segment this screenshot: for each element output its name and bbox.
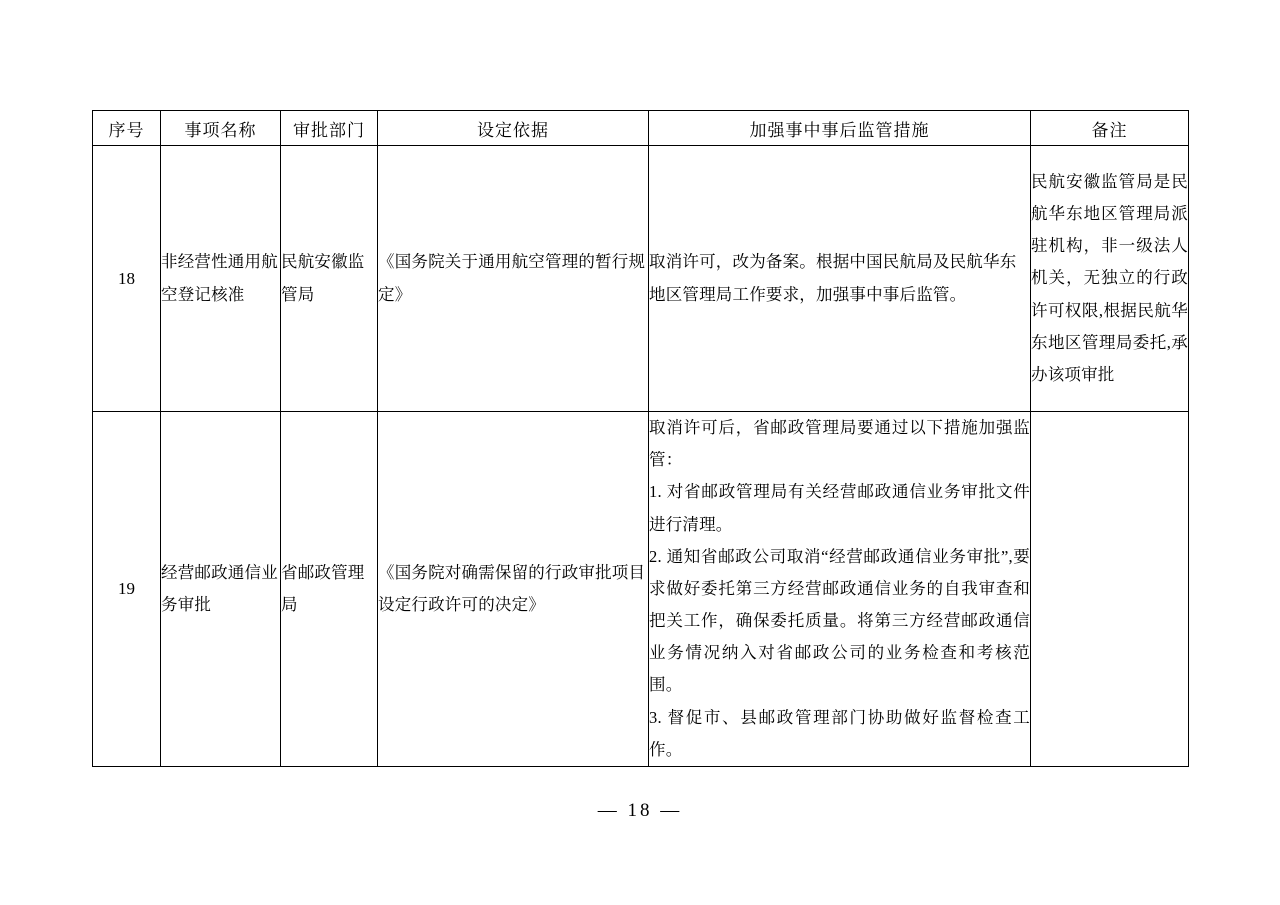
measure-paragraph: 3. 督促市、县邮政管理部门协助做好监督检查工作。 xyxy=(649,707,1030,759)
row-approval-department: 省邮政管理局 xyxy=(281,412,378,767)
table-row xyxy=(93,412,1189,767)
row-remark xyxy=(1031,412,1189,767)
approval-items-table xyxy=(92,110,1189,767)
page-number: — 18 — xyxy=(597,800,683,821)
row-approval-department: 民航安徽监管局 xyxy=(281,146,378,412)
row-basis: 《国务院关于通用航空管理的暂行规定》 xyxy=(378,146,649,412)
header-remark: 备注 xyxy=(1031,111,1189,146)
row-serial-number: 19 xyxy=(93,412,161,767)
row-basis: 《国务院对确需保留的行政审批项目设定行政许可的决定》 xyxy=(378,412,649,767)
table-row xyxy=(93,146,1189,412)
header-item-name: 事项名称 xyxy=(161,111,281,146)
measure-paragraph: 取消许可后，省邮政管理局要通过以下措施加强监管： xyxy=(649,418,1030,470)
measure-paragraph: 2. 通知省邮政公司取消“经营邮政通信业务审批”,要求做好委托第三方经营邮政通信业务的自我审查和把关工作，确保委托质量。将第三方经营邮政通信业务情况纳入对省邮政公司的业务检查和考核范围。 xyxy=(649,546,1030,695)
row-serial-number: 18 xyxy=(93,146,161,412)
row-supervision-measures: 取消许可，改为备案。根据中国民航局及民航华东地区管理局工作要求，加强事中事后监管。 xyxy=(649,146,1031,412)
measure-paragraph: 1. 对省邮政管理局有关经营邮政通信业务审批文件进行清理。 xyxy=(649,482,1030,534)
row-supervision-measures xyxy=(649,412,1031,767)
header-supervision-measures: 加强事中事后监管措施 xyxy=(649,111,1031,146)
table-header-row xyxy=(93,111,1189,146)
measures-list xyxy=(649,412,1030,766)
header-basis: 设定依据 xyxy=(378,111,649,146)
row-item-name: 经营邮政通信业务审批 xyxy=(161,412,281,767)
row-item-name: 非经营性通用航空登记核准 xyxy=(161,146,281,412)
row-remark: 民航安徽监管局是民航华东地区管理局派驻机构，非一级法人机关，无独立的行政许可权限,根据民航华东地区管理局委托,承办该项审批 xyxy=(1031,146,1189,412)
header-serial-number: 序号 xyxy=(93,111,161,146)
header-approval-department: 审批部门 xyxy=(281,111,378,146)
